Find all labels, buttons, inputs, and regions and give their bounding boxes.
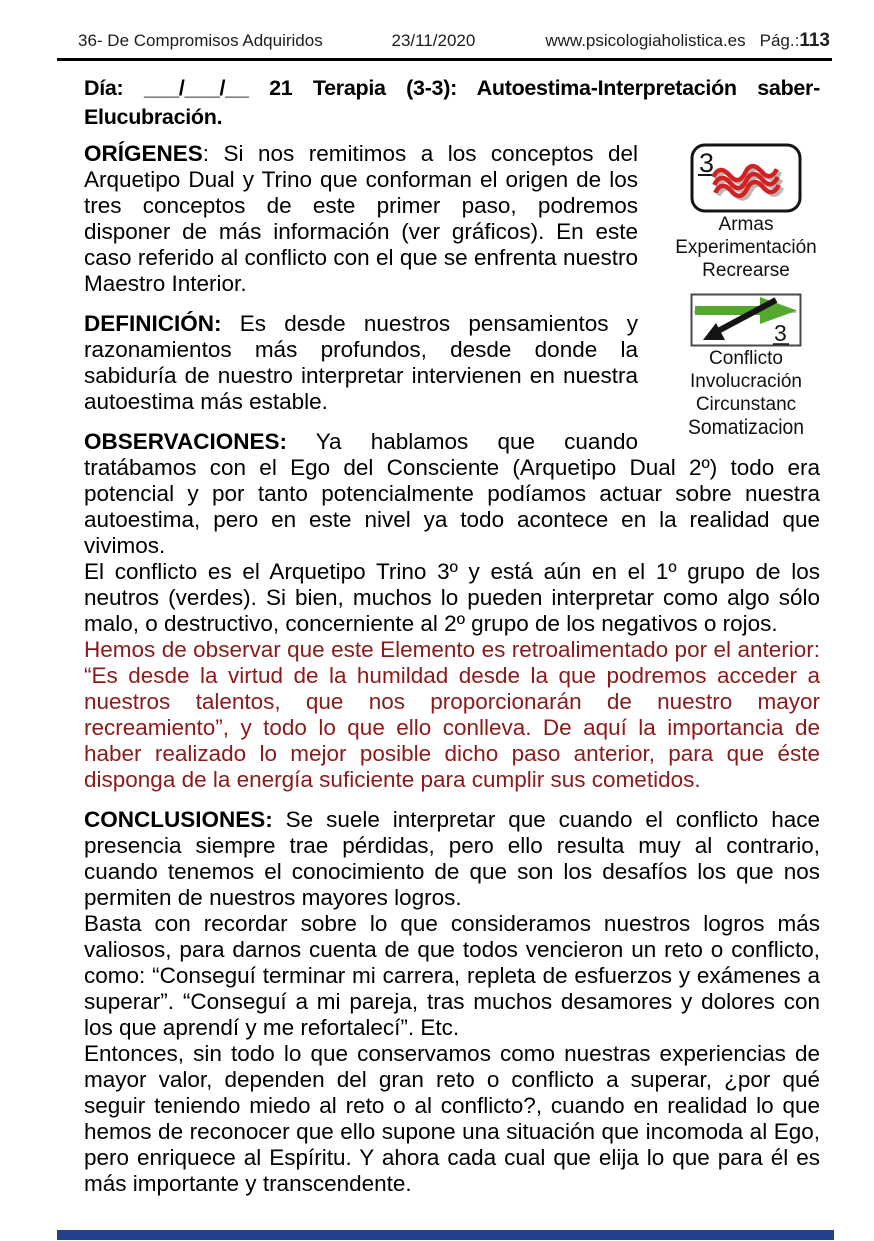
entry-title	[84, 74, 820, 132]
section-label: ORÍGENES	[84, 141, 203, 166]
header-date: 23/11/2020	[391, 31, 476, 50]
page-header	[57, 30, 832, 61]
section-text: : Si nos remitimos a los conceptos del Arquetipo Dual y Trino que conforman el origen de los tres conceptos de este primer paso, podremos disponer de más información (ver gráficos). En este caso referido al conflicto con el que se enfrenta nuestro Maestro Interior.	[84, 141, 638, 296]
entry-title-text: 21 Terapia (3-3): Autoestima-Interpretación saber-Elucubración.	[84, 76, 820, 129]
section-label: OBSERVACIONES:	[84, 429, 287, 454]
header-website: www.psicologiaholistica.es	[545, 31, 746, 50]
figure-caption-line: Experimentación	[675, 237, 817, 258]
paragraph-conflicto	[84, 559, 820, 637]
paragraph-observaciones	[84, 429, 820, 559]
figure-caption	[646, 213, 846, 282]
figure-caption-line: Armas	[718, 214, 774, 235]
figure-caption-line: Circunstanc	[695, 394, 797, 415]
figure-caption	[646, 347, 846, 440]
section-label: CONCLUSIONES:	[84, 807, 273, 832]
figure-badge: 3	[774, 320, 787, 346]
section-label: DEFINICIÓN:	[84, 311, 222, 336]
section-text: Basta con recordar sobre lo que consideramos nuestros logros más valiosos, para darnos cuenta de que todos vencieron un reto o conflicto, como: “Conseguí terminar mi carrera, repleta de esfuerzos y exámenes a superar”. “Conseguí a mi pareja, tras muchos desamores y dolores con los que aprendí y me refortalecí”. Etc.	[84, 911, 820, 1040]
figure-caption-line: Conflicto	[709, 348, 783, 369]
page-number: 113	[799, 30, 830, 51]
section-text: El conflicto es el Arquetipo Trino 3º y está aún en el 1º grupo de los neutros (verdes). Si bien, muchos lo pueden interpretar como algo sólo malo, o destructivo, concerniente al 2º grupo de los negativos o rojos.	[84, 559, 820, 636]
figure-badge: 3	[699, 148, 715, 178]
document-title: 36- De Compromisos Adquiridos	[78, 31, 323, 50]
section-text: Hemos de observar que este Elemento es retroalimentado por el anterior: “Es desde la virtud de la humildad desde la que podremos acceder a nuestros talentos, que nos proporcionarán de nuestro mayor recreamiento”, y todo lo que ello conlleva. De aquí la importancia de haber realizado lo mejor posible dicho paso anterior, para que éste disponga de la energía suficiente para cumplir sus cometidos.	[84, 637, 820, 792]
section-text: Es desde nuestros pensamientos y razonamientos más profundos, desde donde la sabiduría de nuestro interpretar intervienen en nuestra autoestima más estable.	[84, 311, 638, 414]
red-waves-icon	[690, 143, 802, 213]
figure-caption-line: Involucración	[690, 371, 802, 392]
footer-bar	[57, 1230, 834, 1240]
paragraph-retroalimentado-red	[84, 637, 820, 793]
figure-caption-line: Recrearse	[702, 260, 790, 281]
day-blank-fields: ___/___/__	[143, 76, 249, 100]
figure-column	[646, 143, 846, 440]
section-text: Entonces, sin todo lo que conservamos como nuestras experiencias de mayor valor, dependen del gran reto o conflicto a superar, ¿por qué seguir teniendo miedo al reto o al conflicto?, cuando en realidad lo que hemos de reconocer que ello supone una situación que incomoda al Ego, pero enriquece al Espíritu. Y ahora cada cual que elija lo que para él es más importante y transcendente.	[84, 1041, 820, 1196]
section-text: Ya hablamos que cuando tratábamos con el Ego del Consciente (Arquetipo Dual 2º) todo era potencial y por tanto potencialmente podíamos actuar sobre nuestra autoestima, pero en este nivel ya todo acontece en la realidad que vivimos.	[84, 429, 820, 558]
paragraph-basta	[84, 911, 820, 1041]
paragraph-conclusiones	[84, 807, 820, 911]
green-black-arrows-icon	[690, 293, 802, 347]
document-body	[84, 74, 820, 1197]
section-text: Se suele interpretar que cuando el conflicto hace presencia siempre trae pérdidas, pero ello resulta muy al contrario, cuando tenemos el conocimiento de que son los desafíos los que nos permiten de nuestros mayores logros.	[84, 807, 820, 910]
day-label: Día:	[84, 76, 124, 100]
figure-sub-caption: Somatizacion	[688, 416, 804, 439]
paragraph-entonces	[84, 1041, 820, 1197]
page-label: Pág.:	[759, 31, 800, 50]
